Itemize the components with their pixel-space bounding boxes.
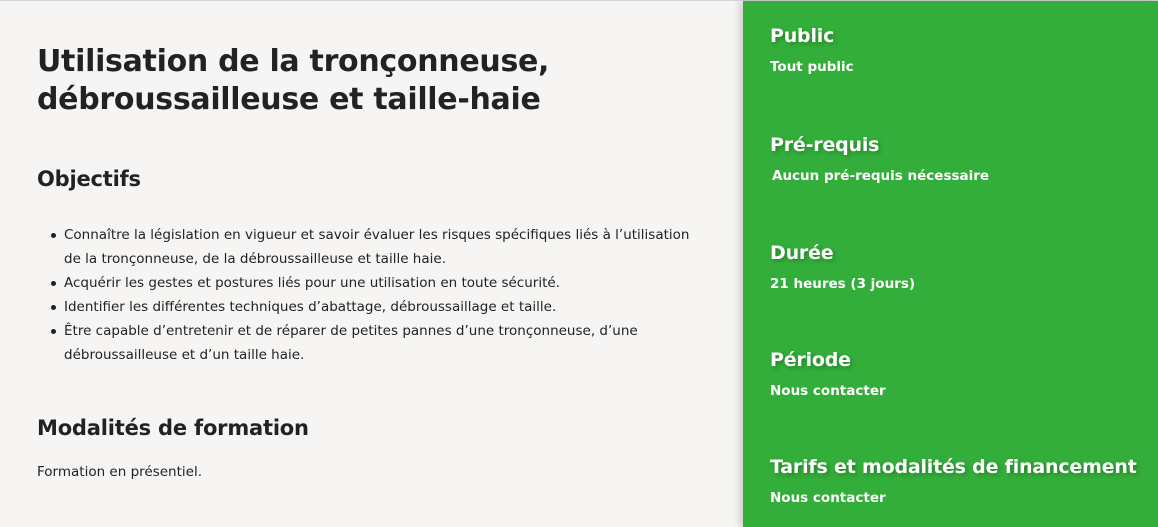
duree-block: [770, 242, 915, 292]
duree-value: 21 heures (3 jours): [770, 276, 916, 292]
prerequis-title: Pré-requis: [770, 134, 880, 156]
info-sidebar: [743, 1, 1158, 527]
prerequis-block: [770, 134, 989, 184]
tarifs-value: Nous contacter: [770, 490, 886, 506]
public-title: Public: [770, 25, 835, 47]
prerequis-value: Aucun pré-requis nécessaire: [772, 168, 990, 184]
page-title: Utilisation de la tronçonneuse, débroussailleuse et taille-haie: [37, 44, 550, 117]
duree-title: Durée: [770, 242, 834, 264]
list-item: Acquérir les gestes et postures liés pour une utilisation en toute sécurité.: [64, 271, 704, 295]
list-item: Être capable d’entretenir et de réparer de petites pannes d’une tronçonneuse, d’une débroussailleuse et d’un taille haie.: [64, 319, 704, 367]
periode-block: [770, 349, 886, 399]
public-value: Tout public: [770, 59, 854, 75]
list-item: Connaître la législation en vigueur et savoir évaluer les risques spécifiques liés à l’utilisation de la tronçonneuse, de la débroussailleuse et taille haie.: [64, 223, 704, 271]
modalites-heading: Modalités de formation: [37, 416, 309, 440]
public-block: [770, 25, 854, 75]
tarifs-title: Tarifs et modalités de financement: [770, 456, 1137, 478]
list-item: Identifier les différentes techniques d’abattage, débroussaillage et taille.: [64, 295, 704, 319]
objectifs-list: [64, 223, 704, 367]
periode-value: Nous contacter: [770, 383, 886, 399]
periode-title: Période: [770, 349, 851, 371]
objectifs-heading: Objectifs: [37, 167, 141, 191]
main-content: [0, 1, 743, 527]
modalites-text: Formation en présentiel.: [37, 464, 202, 480]
tarifs-block: [770, 456, 1137, 506]
